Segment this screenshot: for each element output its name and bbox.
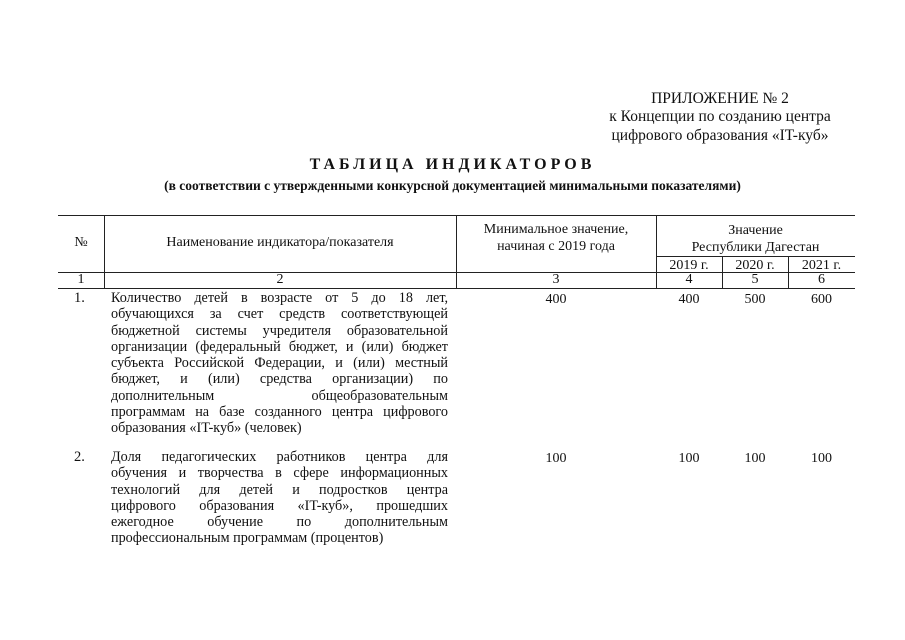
min-value: 100 bbox=[545, 451, 567, 466]
row-number: 2. bbox=[74, 449, 85, 465]
value-2021: 100 bbox=[811, 451, 832, 466]
min-value: 400 bbox=[545, 292, 567, 307]
description-line: дополнительным общеобразовательным bbox=[111, 387, 448, 404]
value-2019: 400 bbox=[678, 292, 700, 307]
document-title: ТАБЛИЦА ИНДИКАТОРОВ bbox=[309, 156, 596, 173]
colnum-3: 3 bbox=[552, 272, 560, 287]
description-line: организации (федеральный бюджет, и (или) бюджет bbox=[111, 338, 448, 355]
colnum-2: 2 bbox=[276, 272, 284, 287]
header-name: Наименование индикатора/показателя bbox=[166, 235, 394, 250]
description-line: обучения и творчества в сфере информационных bbox=[111, 465, 448, 482]
description-line: ежегодное обучение по дополнительным bbox=[111, 514, 448, 531]
description-line: цифрового образования «IT-куб», прошедших bbox=[111, 497, 448, 514]
description-line: субъекта Российской Федерации, и (или) местный bbox=[111, 355, 448, 372]
description-line: технологий для детей и подростков центра bbox=[111, 481, 448, 498]
value-2020: 100 bbox=[744, 451, 766, 466]
document-subtitle: (в соответствии с утвержденными конкурсной документацией минимальными показателями) bbox=[164, 178, 741, 193]
value-2019: 100 bbox=[678, 451, 700, 466]
appendix-title: ПРИЛОЖЕНИЕ № 2 bbox=[651, 90, 789, 107]
appendix-line-2: цифрового образования «IT-куб» bbox=[611, 127, 829, 144]
header-year-2021: 2021 г. bbox=[801, 258, 842, 273]
header-min-line-2: начиная с 2019 года bbox=[497, 239, 615, 254]
description-line: профессиональным программам (процентов) bbox=[111, 530, 384, 547]
description-line: бюджет, и (или) средства организации) по bbox=[111, 371, 448, 388]
colnum-4: 4 bbox=[685, 272, 693, 287]
colnum-5: 5 bbox=[751, 272, 759, 287]
indicator-description bbox=[111, 449, 448, 547]
description-line: Количество детей в возрасте от 5 до 18 лет, bbox=[111, 290, 448, 306]
row-number: 1. bbox=[74, 290, 85, 306]
header-region-line-1: Значение bbox=[728, 223, 783, 238]
header-year-2020: 2020 г. bbox=[735, 258, 775, 273]
header-num: № bbox=[74, 235, 88, 250]
header-min-line-1: Минимальное значение, bbox=[483, 222, 629, 237]
description-line: Доля педагогических работников центра для bbox=[111, 449, 448, 465]
header-year-2019: 2019 г. bbox=[669, 258, 709, 273]
description-line: бюджетной системы учредителя образовательной bbox=[111, 322, 448, 339]
indicator-description bbox=[111, 290, 448, 437]
description-line: образования «IT-куб» (человек) bbox=[111, 420, 302, 437]
appendix-line-1: к Концепции по созданию центра bbox=[609, 108, 831, 125]
value-2020: 500 bbox=[744, 292, 766, 307]
header-region-line-2: Республики Дагестан bbox=[691, 240, 820, 255]
colnum-6: 6 bbox=[818, 272, 825, 287]
value-2021: 600 bbox=[811, 292, 832, 307]
colnum-bottom-border bbox=[58, 288, 855, 289]
description-line: обучающихся за счет средств соответствующей bbox=[111, 306, 448, 323]
description-line: программам на базе созданного центра цифрового bbox=[111, 404, 448, 421]
colnum-1: 1 bbox=[77, 272, 85, 287]
